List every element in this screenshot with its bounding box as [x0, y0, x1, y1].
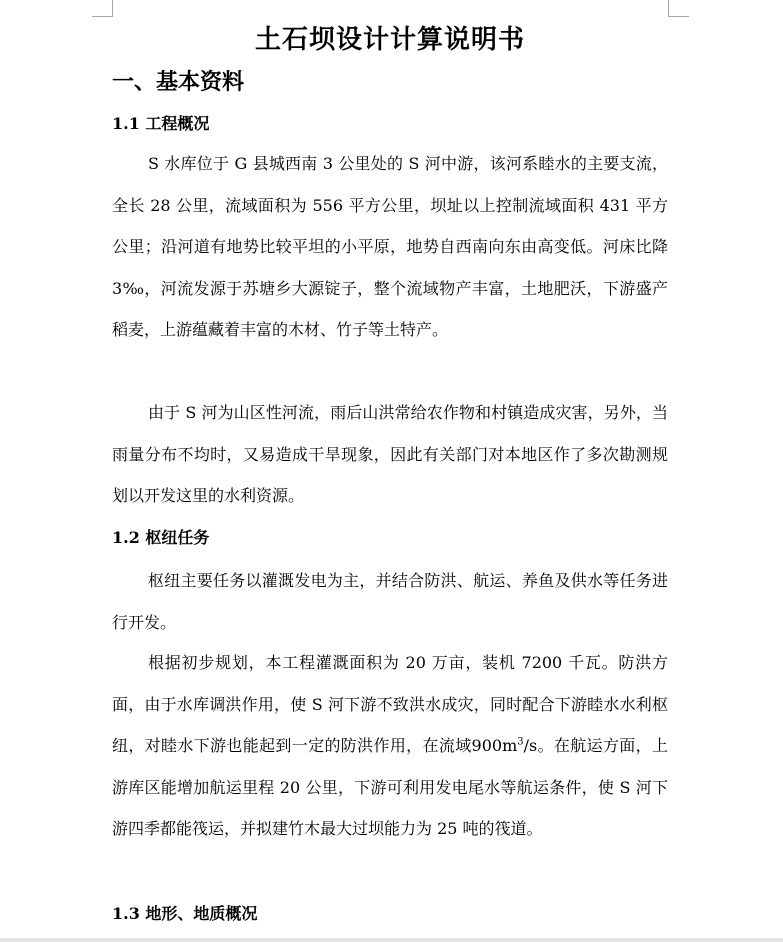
paragraph-project-overview-2: 由于 S 河为山区性河流，雨后山洪常给农作物和村镇造成灾害，另外，当雨量分布不均时，又易造成干旱现象，因此有关部门对本地区作了多次勘测规划以开发这里的水利资源。 — [112, 403, 668, 505]
paragraph-hub-tasks-1: 枢纽主要任务以灌溉发电为主，并结合防洪、航运、养鱼及供水等任务进行开发。 — [112, 571, 668, 632]
paragraph-hub-tasks-2-text-a: 根据初步规划，本工程灌溉面积为 20 万亩，装机 7200 千瓦。防洪方面，由于水库调洪作用，使 S 河下游不致洪水成灾，同时配合下游睦水水利枢纽，对睦水下游也能起到一定的防洪作用，在流域900m — [112, 653, 668, 755]
crop-mark-top-right — [668, 0, 689, 17]
document-title: 土石坝设计计算说明书 — [254, 25, 525, 55]
paragraph-project-overview-1: S 水库位于 G 县城西南 3 公里处的 S 河中游，该河系睦水的主要支流，全长 28 公里，流域面积为 556 平方公里，坝址以上控制流域面积 431 平方公里；沿河道有地势比较平坦的小平原，地势自西南向东由高变低。河床比降 3‰，河流发源于苏塘乡大源锭子，整个流域物产丰富，土地肥沃，下游盛产稻麦，上游蕴藏着丰富的木材、竹子等土特产。 — [112, 154, 668, 339]
paragraph-hub-tasks-2 — [112, 642, 668, 850]
section-heading-basic-info: 一、基本资料 — [112, 69, 245, 95]
crop-mark-top-left — [92, 0, 113, 17]
page-bottom-edge — [0, 938, 783, 942]
subsection-heading-hub-tasks: 1.2 枢纽任务 — [112, 528, 210, 547]
subsection-heading-project-overview: 1.1 工程概况 — [112, 114, 210, 133]
paragraph-hub-tasks-2-text-b: /s。在航运方面，上游库区能增加航运里程 20 公里，下游可利用发电尾水等航运条件，使 S 河下游四季都能筏运，并拟建竹木最大过坝能力为 25 吨的筏道。 — [112, 736, 668, 838]
superscript-cubic: 3 — [517, 736, 524, 748]
subsection-heading-terrain-geology: 1.3 地形、地质概况 — [112, 904, 258, 923]
